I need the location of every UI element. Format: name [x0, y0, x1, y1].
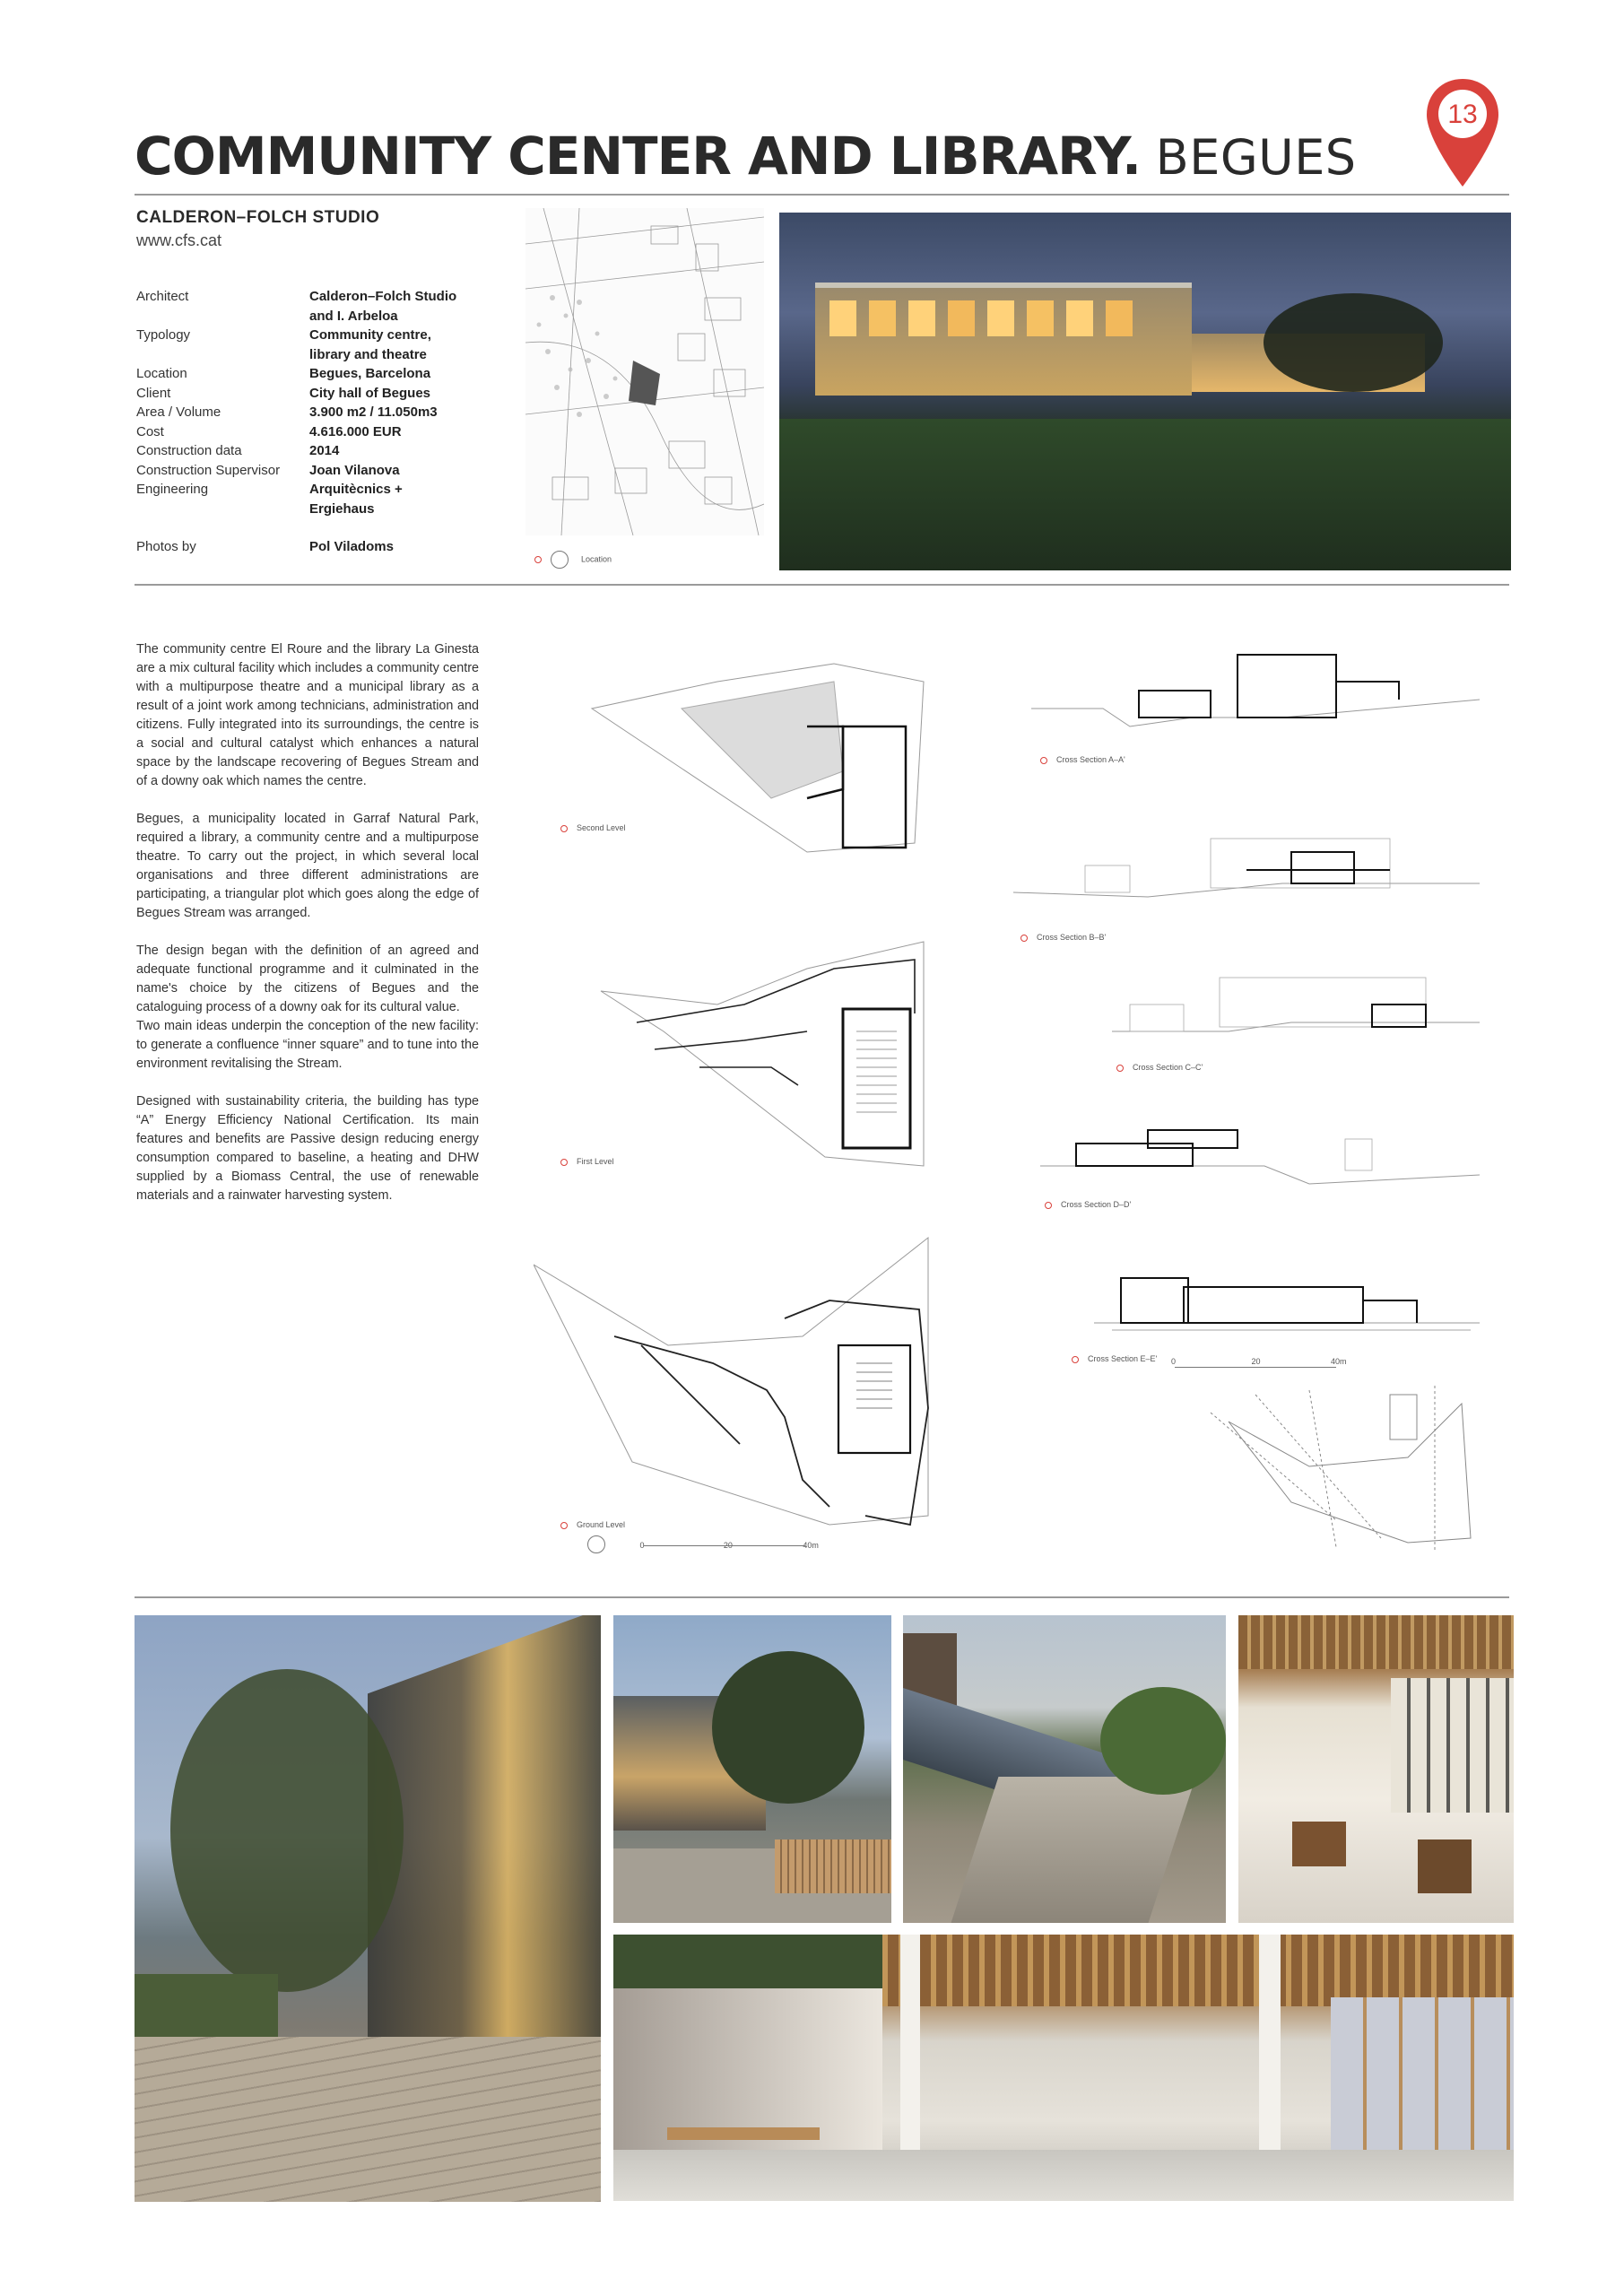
second-level-caption: Second Level [560, 823, 626, 832]
building-facade [815, 283, 1192, 396]
cross-section-b [1013, 821, 1480, 919]
oak-tree [1264, 293, 1443, 392]
location-label: Location [534, 551, 612, 569]
page-number: 13 [1447, 100, 1478, 129]
section-e-caption: Cross Section E–E' [1072, 1354, 1157, 1363]
section-rule [135, 584, 1509, 586]
header-rule [135, 194, 1509, 196]
section-a-caption: Cross Section A–A' [1040, 755, 1125, 764]
first-level-plan [538, 933, 933, 1175]
photo-library-reading-room [1238, 1615, 1514, 1923]
photo-courtyard-oak [613, 1615, 891, 1923]
fact-label: Architect [136, 289, 189, 304]
tree [170, 1669, 404, 1992]
fact-row [136, 364, 471, 384]
photo-multipurpose-hall [613, 1935, 1514, 2201]
bench [667, 2127, 820, 2140]
fact-row [136, 441, 471, 461]
fact-value: Begues, Barcelona [309, 366, 431, 381]
description-text [136, 640, 479, 1224]
fact-value: 4.616.000 EUR [309, 423, 402, 439]
scale-bar-sections: 0 20 40m [1171, 1357, 1347, 1366]
section-b-caption: Cross Section B–B' [1020, 933, 1106, 942]
ground-level-plan [534, 1229, 946, 1543]
gallery-rule [135, 1596, 1509, 1598]
fact-label: Client [136, 385, 171, 401]
fact-value: 2014 [309, 443, 340, 458]
paragraph: Begues, a municipality located in Garraf Natural Park, required a library, a community centre and a multipurpose theatre. To carry out the project, in which several local organisations and three different administrations are participating, a triangular plot which goes along the edge of Begues Stream was arranged. [136, 812, 479, 920]
fact-label: Typology [136, 327, 191, 343]
fact-value: Pol Viladoms [309, 539, 394, 554]
fact-label: Photos by [136, 539, 196, 554]
fact-label: Location [136, 366, 187, 381]
fact-row [136, 287, 471, 326]
title-city: BEGUES [1155, 129, 1357, 186]
first-level-caption: First Level [560, 1157, 614, 1166]
map-pin-icon [1424, 77, 1501, 188]
section-c-caption: Cross Section C–C' [1116, 1063, 1203, 1072]
armchair [1292, 1822, 1346, 1866]
north-arrow-icon [551, 551, 569, 569]
cross-section-a [1031, 646, 1480, 735]
fact-value: 3.900 m2 / 11.050m3 [309, 404, 438, 420]
project-facts [136, 287, 471, 557]
cross-section-c [1112, 969, 1480, 1049]
fact-label: Cost [136, 423, 164, 439]
fact-value: Joan Vilanova [309, 462, 400, 478]
fact-value: Community centre, library and theatre [309, 327, 431, 362]
fact-row [136, 326, 471, 364]
fact-value: City hall of Begues [309, 385, 431, 401]
paragraph: Designed with sustainability criteria, the building has type “A” Energy Efficiency National Certification. Its main features and benefits are Passive design reducing energy consumption compared to baseline, a heating and DHW supplied by a Biomass Central, the use of renewable materials and a rainwater harvesting system. [136, 1094, 479, 1203]
fact-row [136, 480, 471, 518]
fact-row [136, 537, 471, 557]
cross-section-d [1040, 1121, 1480, 1193]
fact-value: Arquitècnics + Ergiehaus [309, 482, 403, 517]
wooden-deck [135, 2037, 601, 2202]
fact-label: Construction Supervisor [136, 462, 281, 478]
paragraph: The community centre El Roure and the library La Ginesta are a mix cultural facility which includes a community centre with a multipurpose theatre and a municipal library as a result of a joint work among technicians, administration and citizens. Fully integrated into its surroundings, the centre is a social and cultural catalyst which enhances a natural space by the landscape recovering of Begues Stream and of a downy oak which names the centre. [136, 642, 479, 788]
polycarbonate-wall [1331, 1997, 1514, 2159]
scale-bar-ground: 0 20 40m [587, 1535, 677, 1553]
page-title [135, 126, 1357, 187]
marker-icon [534, 556, 542, 563]
cross-section-e [1094, 1260, 1480, 1341]
key-plan-diagram [1202, 1386, 1489, 1552]
studio-name: CALDERON–FOLCH STUDIO [136, 208, 380, 227]
fact-row [136, 403, 471, 422]
fact-row [136, 384, 471, 404]
armchair [1418, 1839, 1472, 1893]
fact-label: Construction data [136, 443, 242, 458]
photo-ramp-walkway [903, 1615, 1226, 1923]
location-map [525, 208, 764, 535]
paragraph: The design began with the definition of an agreed and adequate functional programme and it culminated in the name's choice by the citizens of Begues and the cataloguing process of a downy oak for its cultural value. [136, 944, 479, 1014]
title-main: COMMUNITY CENTER AND LIBRARY. [135, 126, 1142, 187]
section-d-caption: Cross Section D–D' [1045, 1200, 1131, 1209]
fact-row [136, 422, 471, 442]
fact-row [136, 461, 471, 481]
meadow [779, 419, 1511, 570]
fact-value: Calderon–Folch Studio and I. Arbeloa [309, 289, 457, 324]
hero-photo-exterior-night [779, 213, 1511, 570]
fact-label: Area / Volume [136, 404, 221, 420]
paragraph: Two main ideas underpin the conception of the new facility: to generate a confluence “inner square” and to tune into the environment revitalising the Stream. [136, 1019, 479, 1071]
photo-boardwalk-facade [135, 1615, 601, 2202]
fact-label: Engineering [136, 482, 209, 497]
studio-website: www.cfs.cat [136, 231, 222, 249]
north-arrow-icon [587, 1535, 605, 1553]
ground-level-caption: Ground Level [560, 1520, 625, 1529]
